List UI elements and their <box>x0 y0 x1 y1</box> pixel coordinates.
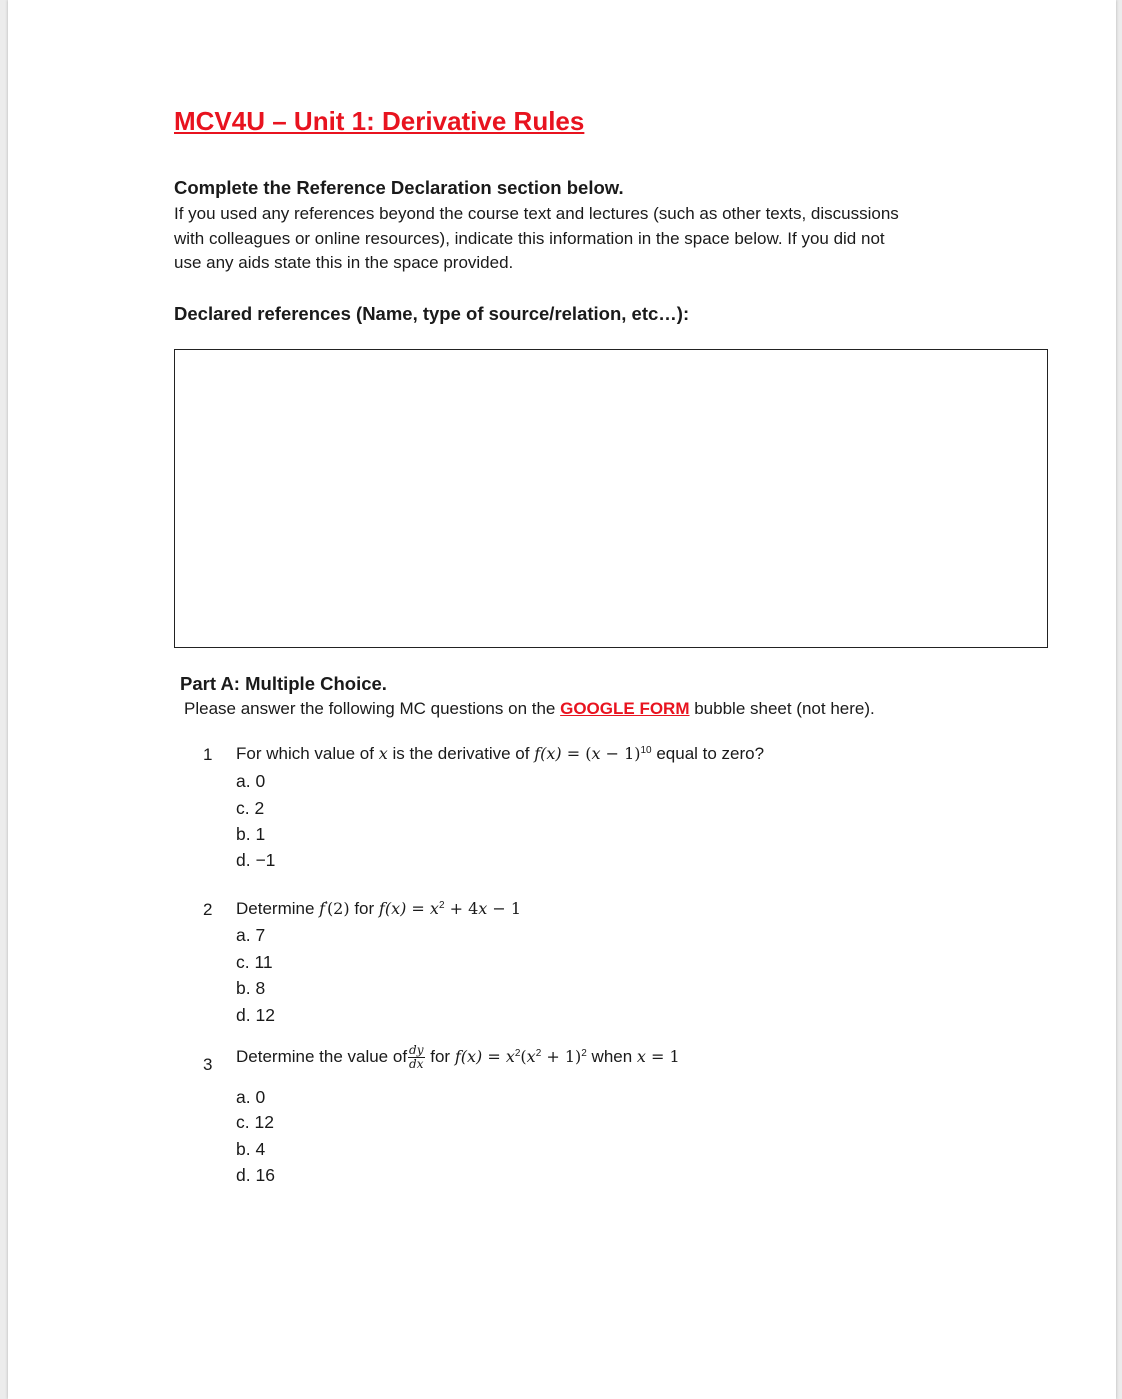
math-op: − 1 <box>487 899 522 918</box>
part-a-instruction <box>184 699 875 719</box>
question-3-text <box>236 1044 680 1071</box>
reference-line: If you used any references beyond the course text and lectures (such as other texts, discussions <box>174 204 899 223</box>
math-exponent: 2 <box>514 1047 521 1059</box>
option: a. 7 <box>236 925 266 945</box>
option: c. 11 <box>236 952 273 972</box>
derivative-fraction <box>408 1044 424 1071</box>
question-number: 2 <box>203 900 213 919</box>
math-exponent: 2 <box>535 1047 542 1059</box>
option: a. 0 <box>236 771 266 791</box>
option: d. 12 <box>236 1005 275 1025</box>
math-var: x <box>526 1046 536 1066</box>
instruction-text: bubble sheet (not here). <box>689 699 875 718</box>
option: a. 0 <box>236 1087 266 1107</box>
reference-line: with colleagues or online resources), indicate this information in the space below. If you did not <box>174 228 885 248</box>
reference-heading: Complete the Reference Declaration section below. <box>174 177 624 198</box>
reference-line: use any aids state this in the space provided. <box>174 253 514 273</box>
math-exponent: 10 <box>640 745 652 756</box>
document-page <box>8 0 1116 1399</box>
q-text: Determine <box>236 899 320 918</box>
math-op: + 4 <box>444 899 479 918</box>
q-text: when <box>586 1046 637 1066</box>
q-text: Determine the value of <box>236 1046 408 1066</box>
math-op: ( <box>520 1046 527 1066</box>
q-text: is the derivative of <box>387 744 535 763</box>
fraction-denominator: dx <box>409 1057 424 1071</box>
google-form-link[interactable]: GOOGLE FORM <box>560 699 690 718</box>
math-arg: (2) <box>326 899 350 918</box>
math-var: x <box>505 1046 515 1066</box>
math-op: = ( <box>561 744 592 763</box>
question-number: 3 <box>203 1055 213 1074</box>
math-var: x <box>636 1046 646 1066</box>
math-op: = 1 <box>645 1046 680 1066</box>
option: d. 16 <box>236 1165 275 1185</box>
math-exponent: 2 <box>438 900 445 911</box>
math-op: = <box>406 899 430 918</box>
q-text: for <box>425 1046 455 1066</box>
q-text: for <box>349 899 379 918</box>
math-exponent: 2 <box>581 1047 587 1059</box>
math-var: x <box>591 744 601 763</box>
q-text: equal to zero? <box>651 744 765 763</box>
math-func: f <box>319 899 326 918</box>
math-op: = <box>482 1046 506 1066</box>
math-op: − 1) <box>600 744 641 763</box>
declared-references-label: Declared references (Name, type of source/relation, etc…): <box>174 303 690 324</box>
option: c. 12 <box>236 1112 274 1132</box>
prime-mark: ′ <box>325 900 327 911</box>
page-title: MCV4U – Unit 1: Derivative Rules <box>174 106 585 136</box>
option: d. −1 <box>236 850 276 870</box>
math-op: + 1) <box>541 1046 582 1066</box>
option: b. 1 <box>236 824 266 844</box>
fraction-numerator: dy <box>409 1043 424 1057</box>
math-func: f(x) <box>454 1046 483 1066</box>
math-var: x <box>429 899 439 918</box>
math-var: x <box>378 744 388 763</box>
option: c. 2 <box>236 798 265 818</box>
declared-references-box[interactable] <box>174 349 1048 648</box>
math-var: x <box>478 899 488 918</box>
part-a-heading: Part A: Multiple Choice. <box>180 673 387 694</box>
option: b. 4 <box>236 1139 266 1159</box>
math-func: f(x) <box>534 744 562 763</box>
q-text: For which value of <box>236 744 379 763</box>
math-func: f(x) <box>378 899 407 918</box>
question-number: 1 <box>203 745 213 764</box>
question-2-text <box>236 899 521 919</box>
reference-instructions <box>174 202 974 276</box>
instruction-text: Please answer the following MC questions on the <box>184 699 561 718</box>
question-1-text <box>236 744 764 764</box>
option: b. 8 <box>236 978 266 998</box>
